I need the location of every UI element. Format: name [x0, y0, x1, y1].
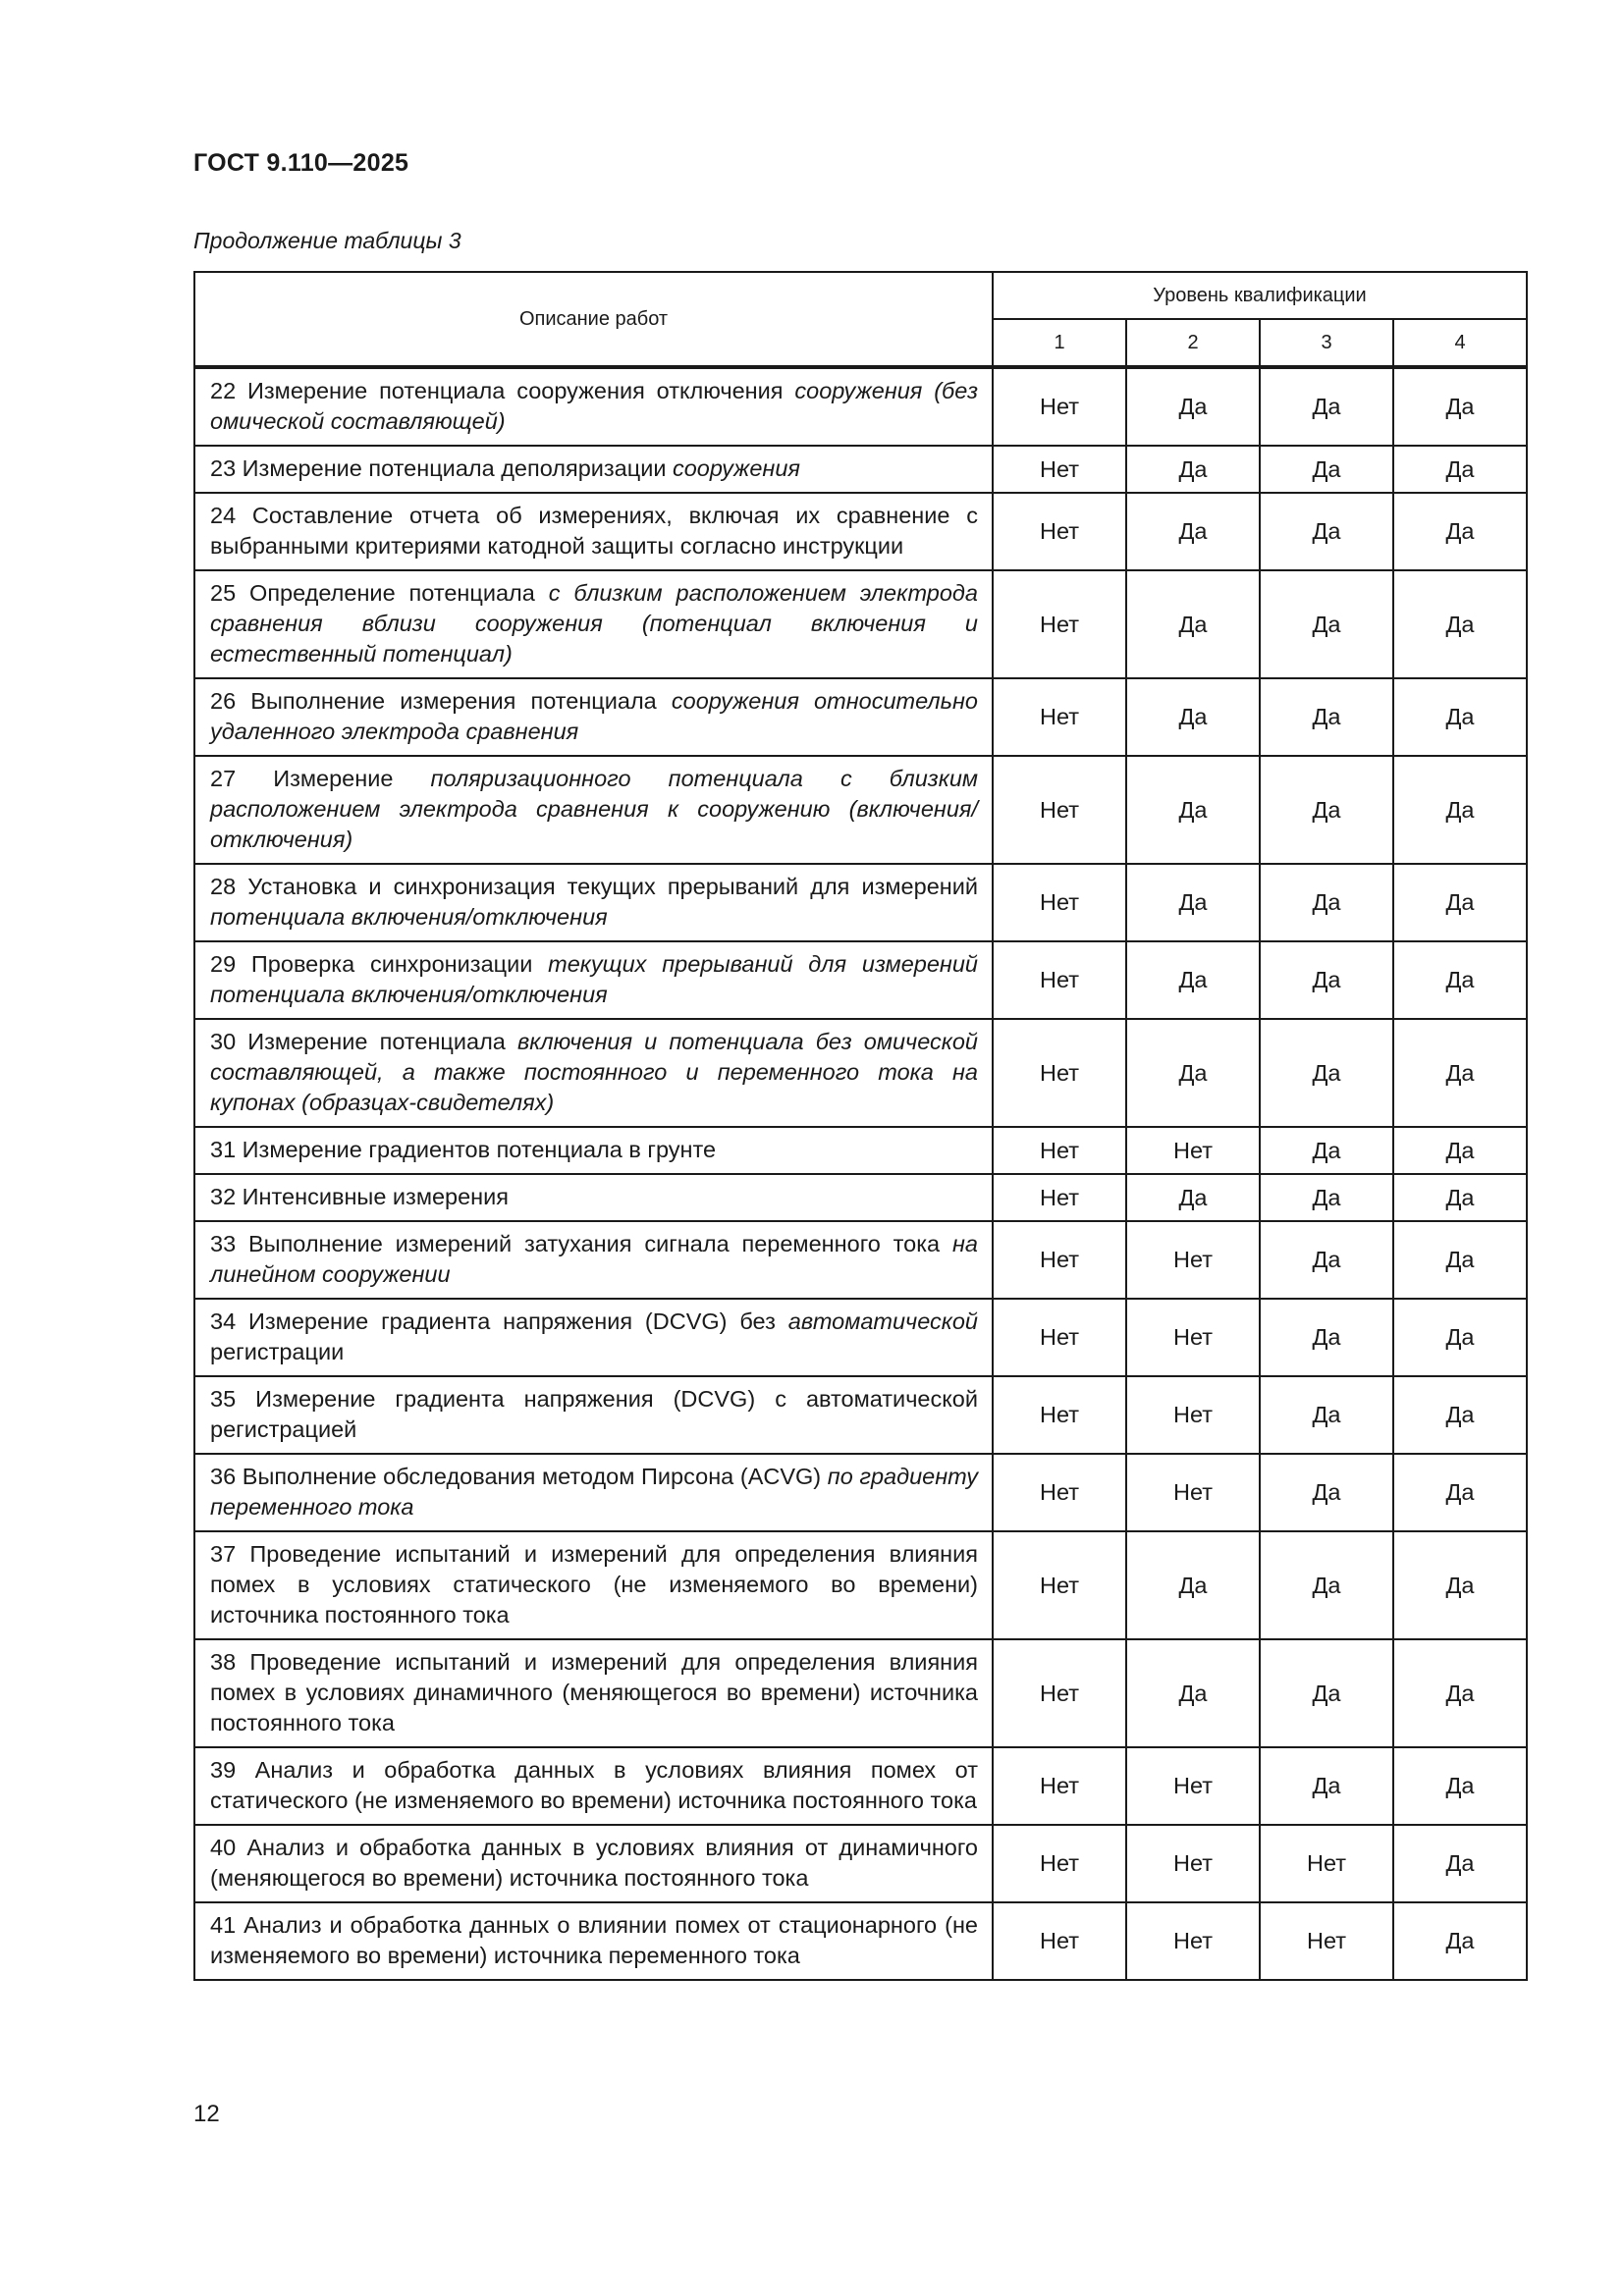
work-description [194, 493, 993, 570]
level-header: 3 [1260, 319, 1393, 367]
description-text-part: регистрации [210, 1339, 345, 1364]
level-2-value: Нет [1126, 1902, 1260, 1980]
description-italic-part: текущих прерываний для измерений потенциала включения/отключения [210, 951, 978, 1007]
level-2-value: Да [1126, 941, 1260, 1019]
level-1-value: Нет [993, 446, 1126, 493]
level-3-value: Да [1260, 1174, 1393, 1221]
work-description [194, 1127, 993, 1174]
work-description [194, 1639, 993, 1747]
level-4-value: Да [1393, 446, 1527, 493]
description-italic-part: по градиенту переменного тока [210, 1464, 978, 1520]
description-italic-part: сооружения [672, 455, 800, 481]
level-4-value: Да [1393, 1019, 1527, 1127]
level-3-value: Да [1260, 678, 1393, 756]
work-description [194, 941, 993, 1019]
work-description [194, 1221, 993, 1299]
description-text-part: 25 Определение потенциала [210, 580, 549, 606]
description-text-part: 27 Измерение [210, 766, 431, 791]
work-description [194, 1299, 993, 1376]
table-row [194, 493, 1527, 570]
table-row [194, 1299, 1527, 1376]
level-2-value: Нет [1126, 1127, 1260, 1174]
level-4-value: Да [1393, 1639, 1527, 1747]
qualification-table [193, 271, 1528, 1981]
level-2-value: Нет [1126, 1221, 1260, 1299]
description-italic-part: с близким расположением электрода сравнения вблизи сооружения (потенциал включения и естественный потенциал) [210, 580, 978, 667]
level-1-value: Нет [993, 678, 1126, 756]
table-row [194, 367, 1527, 446]
level-3-value: Да [1260, 941, 1393, 1019]
level-1-value: Нет [993, 1454, 1126, 1531]
level-1-value: Нет [993, 1825, 1126, 1902]
level-2-value: Да [1126, 493, 1260, 570]
level-1-value: Нет [993, 493, 1126, 570]
page-number: 12 [193, 2101, 220, 2127]
level-2-value: Да [1126, 1639, 1260, 1747]
description-italic-part: автоматической [787, 1308, 978, 1334]
table-caption: Продолжение таблицы 3 [193, 228, 461, 253]
table-row [194, 1376, 1527, 1454]
work-description [194, 1376, 993, 1454]
table-row [194, 864, 1527, 941]
level-4-value: Да [1393, 864, 1527, 941]
level-4-value: Да [1393, 367, 1527, 446]
level-2-value: Да [1126, 1531, 1260, 1639]
level-3-value: Нет [1260, 1902, 1393, 1980]
description-italic-part: на линейном сооружении [210, 1231, 978, 1287]
description-text-part: 22 Измерение потенциала сооружения отключения [210, 378, 795, 403]
level-3-value: Да [1260, 493, 1393, 570]
level-4-value: Да [1393, 678, 1527, 756]
description-italic-part: включения и потенциала без омической составляющей, а также постоянного и переменного тока на купонах (образцах-свидетелях) [210, 1029, 978, 1115]
level-3-value: Да [1260, 1299, 1393, 1376]
work-description [194, 1454, 993, 1531]
description-text-part: 37 Проведение испытаний и измерений для определения влияния помех в условиях статического (не изменяемого во времени) источника постоянного тока [210, 1541, 978, 1628]
work-description [194, 446, 993, 493]
column-header-qualification-level: Уровень квалификации [993, 272, 1527, 319]
work-description [194, 1825, 993, 1902]
table-row [194, 1127, 1527, 1174]
work-description [194, 570, 993, 678]
level-2-value: Да [1126, 1174, 1260, 1221]
level-4-value: Да [1393, 493, 1527, 570]
level-4-value: Да [1393, 1376, 1527, 1454]
description-text-part: 28 Установка и синхронизация текущих прерываний для измерений [210, 874, 978, 899]
level-1-value: Нет [993, 570, 1126, 678]
work-description [194, 756, 993, 864]
table-row [194, 1531, 1527, 1639]
level-2-value: Да [1126, 570, 1260, 678]
level-1-value: Нет [993, 1127, 1126, 1174]
work-description [194, 1747, 993, 1825]
level-2-value: Нет [1126, 1747, 1260, 1825]
table-row [194, 1019, 1527, 1127]
work-description [194, 1174, 993, 1221]
table-row [194, 1747, 1527, 1825]
description-text-part: 39 Анализ и обработка данных в условиях влияния помех от статического (не изменяемого во времени) источника постоянного тока [210, 1757, 978, 1813]
level-2-value: Да [1126, 678, 1260, 756]
level-2-value: Нет [1126, 1376, 1260, 1454]
level-1-value: Нет [993, 367, 1126, 446]
level-2-value: Нет [1126, 1825, 1260, 1902]
description-text-part: 32 Интенсивные измерения [210, 1184, 510, 1209]
table-row [194, 1902, 1527, 1980]
description-text-part: 31 Измерение градиентов потенциала в грунте [210, 1137, 717, 1162]
work-description [194, 1531, 993, 1639]
level-2-value: Да [1126, 367, 1260, 446]
level-1-value: Нет [993, 941, 1126, 1019]
work-description [194, 367, 993, 446]
level-3-value: Да [1260, 367, 1393, 446]
level-3-value: Да [1260, 446, 1393, 493]
table-row [194, 1639, 1527, 1747]
table-row [194, 1221, 1527, 1299]
description-italic-part: сооружения (без омической составляющей) [210, 378, 979, 434]
work-description [194, 1902, 993, 1980]
table-row [194, 941, 1527, 1019]
description-text-part: 40 Анализ и обработка данных в условиях влияния от динамичного (меняющегося во времени) источника постоянного тока [210, 1835, 978, 1891]
work-description [194, 1019, 993, 1127]
table-row [194, 756, 1527, 864]
description-text-part: 34 Измерение градиента напряжения (DCVG) без [210, 1308, 788, 1334]
level-1-value: Нет [993, 1531, 1126, 1639]
level-4-value: Да [1393, 1299, 1527, 1376]
level-3-value: Да [1260, 756, 1393, 864]
level-1-value: Нет [993, 864, 1126, 941]
description-text-part: 36 Выполнение обследования методом Пирсона (ACVG) [210, 1464, 828, 1489]
level-4-value: Да [1393, 1531, 1527, 1639]
level-3-value: Да [1260, 1454, 1393, 1531]
table-row [194, 678, 1527, 756]
level-4-value: Да [1393, 1902, 1527, 1980]
level-3-value: Да [1260, 570, 1393, 678]
level-3-value: Да [1260, 864, 1393, 941]
description-text-part: 30 Измерение потенциала [210, 1029, 518, 1054]
table-row [194, 1174, 1527, 1221]
description-italic-part: потенциала включения/отключения [210, 904, 608, 930]
level-1-value: Нет [993, 1221, 1126, 1299]
level-1-value: Нет [993, 1019, 1126, 1127]
level-4-value: Да [1393, 1127, 1527, 1174]
description-text-part: 24 Составление отчета об измерениях, включая их сравнение с выбранными критериями катодной защиты согласно инструкции [210, 503, 978, 559]
column-header-description: Описание работ [194, 272, 993, 367]
level-2-value: Нет [1126, 1454, 1260, 1531]
level-3-value: Да [1260, 1531, 1393, 1639]
level-4-value: Да [1393, 941, 1527, 1019]
document-code: ГОСТ 9.110—2025 [193, 149, 409, 177]
level-4-value: Да [1393, 1174, 1527, 1221]
description-text-part: 26 Выполнение измерения потенциала [210, 688, 672, 714]
level-2-value: Да [1126, 1019, 1260, 1127]
level-3-value: Да [1260, 1127, 1393, 1174]
level-4-value: Да [1393, 756, 1527, 864]
level-2-value: Да [1126, 446, 1260, 493]
level-1-value: Нет [993, 756, 1126, 864]
level-header: 1 [993, 319, 1126, 367]
level-2-value: Да [1126, 864, 1260, 941]
level-2-value: Нет [1126, 1299, 1260, 1376]
work-description [194, 864, 993, 941]
level-3-value: Нет [1260, 1825, 1393, 1902]
level-4-value: Да [1393, 1747, 1527, 1825]
level-3-value: Да [1260, 1376, 1393, 1454]
level-2-value: Да [1126, 756, 1260, 864]
level-3-value: Да [1260, 1221, 1393, 1299]
level-1-value: Нет [993, 1299, 1126, 1376]
level-3-value: Да [1260, 1639, 1393, 1747]
description-italic-part: поляризационного потенциала с близким расположением электрода сравнения к сооружению (включения/отключения) [210, 766, 979, 852]
level-3-value: Да [1260, 1019, 1393, 1127]
description-text-part: 33 Выполнение измерений затухания сигнала переменного тока [210, 1231, 952, 1256]
description-text-part: 23 Измерение потенциала деполяризации [210, 455, 673, 481]
level-1-value: Нет [993, 1174, 1126, 1221]
level-header: 4 [1393, 319, 1527, 367]
description-text-part: 35 Измерение градиента напряжения (DCVG) с автоматической регистрацией [210, 1386, 978, 1442]
description-italic-part: сооружения относительно удаленного электрода сравнения [210, 688, 978, 744]
level-header: 2 [1126, 319, 1260, 367]
level-4-value: Да [1393, 570, 1527, 678]
table-row [194, 1825, 1527, 1902]
level-1-value: Нет [993, 1902, 1126, 1980]
description-text-part: 29 Проверка синхронизации [210, 951, 549, 977]
table-row [194, 1454, 1527, 1531]
description-text-part: 41 Анализ и обработка данных о влиянии помех от стационарного (не изменяемого во времени) источника переменного тока [210, 1912, 978, 1968]
level-4-value: Да [1393, 1454, 1527, 1531]
level-1-value: Нет [993, 1639, 1126, 1747]
level-3-value: Да [1260, 1747, 1393, 1825]
description-text-part: 38 Проведение испытаний и измерений для определения влияния помех в условиях динамичного (меняющегося во времени) источника постоянного тока [210, 1649, 978, 1735]
level-1-value: Нет [993, 1747, 1126, 1825]
table-body [194, 367, 1527, 1980]
table-row [194, 570, 1527, 678]
level-4-value: Да [1393, 1221, 1527, 1299]
level-4-value: Да [1393, 1825, 1527, 1902]
level-1-value: Нет [993, 1376, 1126, 1454]
work-description [194, 678, 993, 756]
table-row [194, 446, 1527, 493]
